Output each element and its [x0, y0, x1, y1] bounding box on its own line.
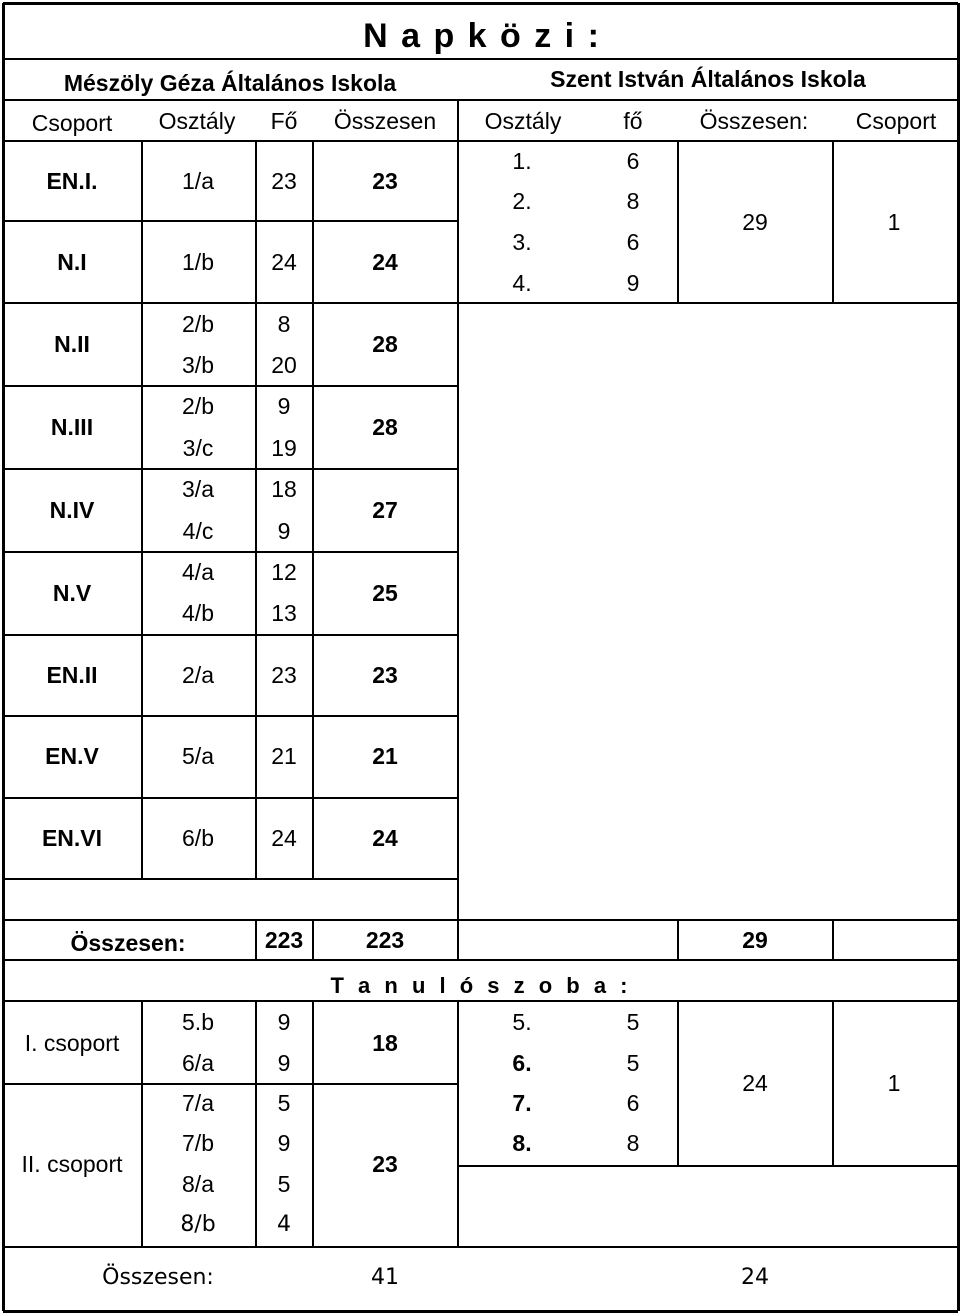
group-count: 24 [271, 825, 297, 851]
summary-right-total: 29 [742, 927, 768, 953]
grid-line-h [3, 919, 958, 921]
grid-line-v [141, 1001, 143, 1247]
group-name: N.I [57, 249, 87, 275]
tanulo-right-class: 7. [512, 1090, 532, 1116]
grid-line-h [3, 715, 458, 717]
right-groups: 1 [887, 209, 901, 235]
header-osszesen: Összesen [333, 108, 437, 134]
grid-line-v [312, 920, 314, 960]
grid-line-v [312, 1001, 314, 1247]
grid-line-h [3, 1310, 958, 1313]
tanulo-right-count: 8 [626, 1130, 640, 1156]
group-class: 2/b [182, 311, 214, 337]
tanulo-right-class: 8. [512, 1130, 532, 1156]
grid-line-h [3, 468, 458, 470]
grid-line-h [3, 797, 458, 799]
group-count: 18 [271, 476, 297, 502]
grid-line-v [677, 1001, 679, 1166]
tanulo-right-count: 6 [626, 1090, 640, 1116]
group-name: EN.VI [41, 825, 103, 851]
group-class: 2/b [182, 393, 214, 419]
group-count: 9 [277, 393, 291, 419]
group-name: N.II [54, 331, 90, 357]
group-count: 12 [271, 559, 297, 585]
grid-line-v [832, 920, 834, 960]
tanulo-right-class: 5. [512, 1009, 532, 1035]
group-class: 1/a [182, 168, 214, 194]
grid-line-v [141, 141, 143, 879]
grid-line-h [3, 58, 958, 60]
grid-line-h [3, 220, 458, 222]
grid-line-v [312, 141, 314, 879]
group-count: 23 [271, 168, 297, 194]
header-fo-right: fő [623, 108, 643, 134]
group-class: 4/c [182, 518, 214, 544]
group-total: 23 [372, 168, 398, 194]
group-count: 20 [271, 352, 297, 378]
group-class: 4/b [182, 600, 214, 626]
right-count: 6 [626, 148, 640, 174]
header-fo: Fő [270, 108, 298, 134]
tanulo-right-count: 5 [626, 1009, 640, 1035]
group-count: 21 [271, 743, 297, 769]
tanulo-class: 8/b [180, 1212, 216, 1237]
summary-label: Összesen: [70, 930, 186, 956]
grid-line-h [3, 1000, 958, 1002]
tanulo-right-groups: 1 [887, 1070, 901, 1096]
grid-line-h [3, 385, 458, 387]
tanulo-count: 5 [277, 1090, 291, 1116]
header-osszesen-right: Összesen: [699, 108, 809, 134]
tanulo-summary-left-total: 41 [371, 1265, 399, 1290]
group-class: 5/a [182, 743, 214, 769]
group-count: 24 [271, 249, 297, 275]
tanulo-right-total: 24 [742, 1070, 768, 1096]
right-total: 29 [742, 209, 768, 235]
grid-line-h [3, 634, 458, 636]
group-name: EN.V [45, 743, 99, 769]
group-name: EN.II [46, 662, 98, 688]
grid-line-h [3, 140, 958, 142]
grid-line-v [457, 1001, 459, 1247]
group-class: 6/b [182, 825, 214, 851]
tanulo-class: 8/a [182, 1171, 214, 1197]
grid-line-h [3, 1246, 958, 1248]
grid-line-h [3, 99, 958, 101]
tanulo-total: 23 [372, 1151, 398, 1177]
group-name: N.III [50, 414, 94, 440]
grid-line-h [3, 878, 458, 880]
grid-line-v [255, 920, 257, 960]
grid-line-v [677, 920, 679, 960]
tanulo-right-count: 5 [626, 1050, 640, 1076]
school-name-right: Szent István Általános Iskola [550, 66, 866, 92]
tanulo-count: 4 [277, 1212, 291, 1237]
group-total: 24 [372, 249, 398, 275]
group-total: 24 [372, 825, 398, 851]
header-osztaly-right: Osztály [484, 108, 562, 134]
grid-line-v [255, 1001, 257, 1247]
tanulo-group-name: I. csoport [24, 1030, 120, 1056]
group-class: 3/c [182, 435, 214, 461]
grid-line-h [3, 2, 958, 5]
tanulo-total: 18 [372, 1030, 398, 1056]
group-class: 2/a [182, 662, 214, 688]
group-name: EN.I. [46, 168, 98, 194]
right-class: 3. [512, 229, 532, 255]
header-csoport: Csoport [31, 110, 113, 136]
grid-line-v [677, 141, 679, 303]
tanulo-count: 9 [277, 1050, 291, 1076]
grid-line-v [957, 3, 960, 1311]
right-count: 8 [626, 188, 640, 214]
group-count: 9 [277, 518, 291, 544]
grid-line-h [3, 551, 458, 553]
group-class: 1/b [182, 249, 214, 275]
tanulo-class: 6/a [182, 1050, 214, 1076]
group-name: N.IV [49, 497, 95, 523]
summary-fo: 223 [264, 927, 304, 953]
grid-line-v [457, 100, 459, 960]
group-total: 23 [372, 662, 398, 688]
group-name: N.V [52, 580, 92, 606]
summary-osszesen: 223 [365, 927, 405, 953]
group-count: 13 [271, 600, 297, 626]
tanulo-count: 9 [277, 1009, 291, 1035]
page-title: N a p k ö z i : [363, 17, 601, 55]
grid-line-h [3, 302, 958, 304]
tanulo-count: 5 [277, 1171, 291, 1197]
right-count: 6 [626, 229, 640, 255]
group-total: 21 [372, 743, 398, 769]
grid-line-h [458, 1165, 958, 1167]
group-total: 27 [372, 497, 398, 523]
tanulo-class: 7/a [182, 1090, 214, 1116]
tanulo-class: 7/b [182, 1130, 214, 1156]
group-count: 8 [277, 311, 291, 337]
group-total: 28 [372, 414, 398, 440]
header-csoport-right: Csoport [855, 108, 937, 134]
tanulo-class: 5.b [182, 1009, 214, 1035]
tanulo-title: T a n u l ó s z o b a : [330, 973, 632, 998]
tanulo-right-class: 6. [512, 1050, 532, 1076]
tanulo-count: 9 [277, 1130, 291, 1156]
grid-line-v [832, 141, 834, 303]
grid-line-v [2, 3, 5, 1311]
tanulo-summary-label: Összesen: [102, 1265, 214, 1290]
grid-line-v [255, 141, 257, 879]
grid-line-v [832, 1001, 834, 1166]
right-class: 4. [512, 270, 532, 296]
right-count: 9 [626, 270, 640, 296]
school-name-left: Mészöly Géza Általános Iskola [63, 70, 397, 96]
grid-line-h [3, 1083, 458, 1085]
group-count: 19 [271, 435, 297, 461]
group-count: 23 [271, 662, 297, 688]
grid-line-h [3, 959, 958, 961]
right-class: 1. [512, 148, 532, 174]
group-total: 25 [372, 580, 398, 606]
right-class: 2. [512, 188, 532, 214]
tanulo-group-name: II. csoport [21, 1151, 123, 1177]
header-osztaly: Osztály [158, 108, 236, 134]
group-class: 4/a [182, 559, 214, 585]
tanulo-summary-right-total: 24 [741, 1265, 769, 1290]
group-class: 3/b [182, 352, 214, 378]
group-total: 28 [372, 331, 398, 357]
group-class: 3/a [182, 476, 214, 502]
